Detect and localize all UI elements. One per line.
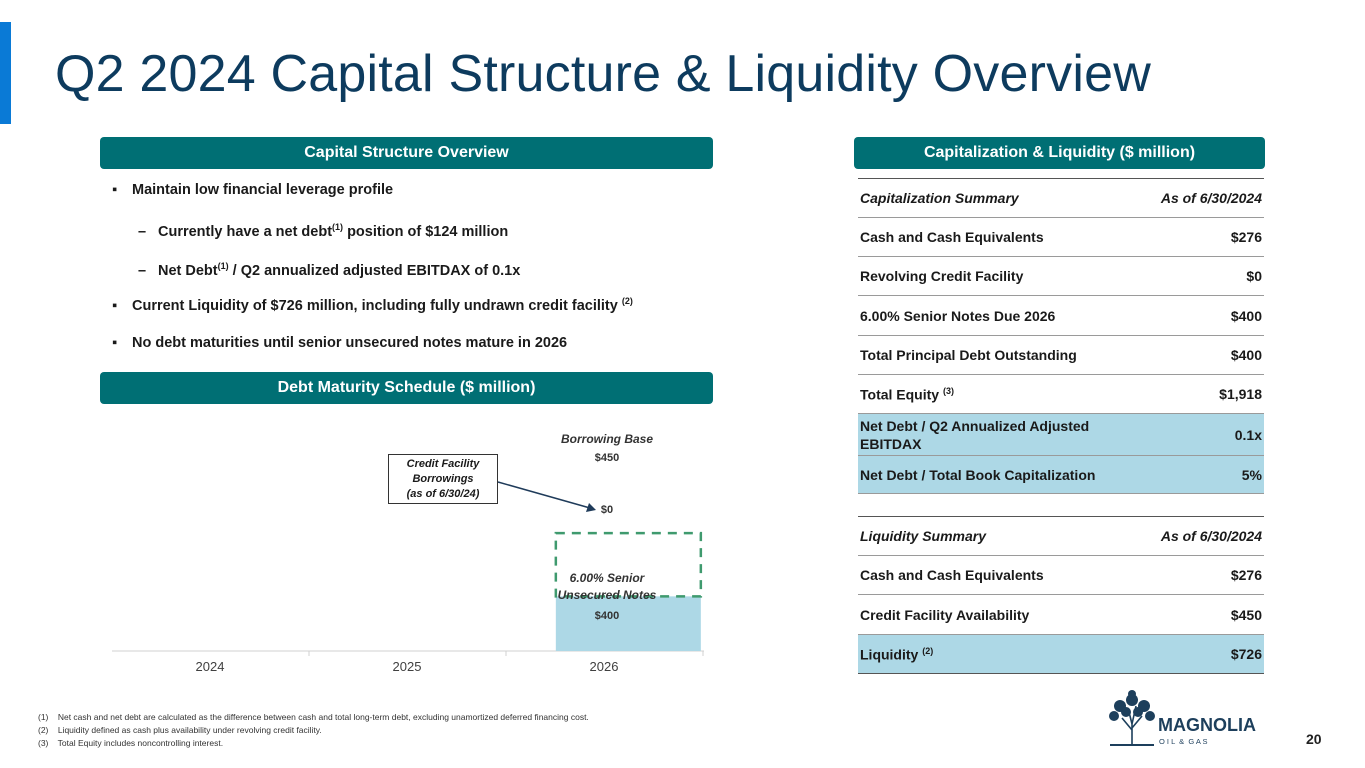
borrowing-base-label: Borrowing Base: [560, 432, 653, 446]
borrowing-base-value: $450: [594, 452, 620, 464]
debt-maturity-chart: [112, 412, 704, 682]
page-number: 20: [1306, 731, 1322, 747]
credit-facility-value: $0: [600, 504, 614, 516]
capital-structure-banner: Capital Structure Overview: [100, 137, 713, 169]
senior-notes-value: $400: [594, 610, 620, 622]
table-row-highlight: Net Debt / Q2 Annualized Adjusted EBITDAX 0.1x: [858, 414, 1264, 456]
table-row: 6.00% Senior Notes Due 2026 $400: [858, 296, 1264, 336]
page-title: Q2 2024 Capital Structure & Liquidity Overview: [55, 45, 1151, 103]
magnolia-logo: [1102, 690, 1272, 748]
logo-wordmark: MAGNOLIA: [1158, 715, 1256, 735]
table-row: Cash and Cash Equivalents $276: [858, 218, 1264, 257]
sub-bullet-item: – Currently have a net debt$^{(1)}$ position of $124 million: [138, 222, 509, 240]
accent-bar: [0, 22, 11, 124]
debt-maturity-banner: Debt Maturity Schedule ($ million): [100, 372, 713, 404]
bullet-item: ▪ Current Liquidity of $726 million, including fully undrawn credit facility $^{(2)}$: [112, 296, 633, 314]
senior-notes-bar: [556, 596, 701, 651]
table-row-highlight: Net Debt / Total Book Capitalization 5%: [858, 456, 1264, 494]
tree-icon: [1102, 690, 1272, 748]
x-tick-label: 2026: [589, 659, 619, 674]
footnote: (1) Net cash and net debt are calculated as the difference between cash and total long-term debt, excluding unamortized deferred financing cost.: [38, 712, 589, 722]
credit-facility-callout: Credit Facility Borrowings (as of 6/30/24): [388, 454, 498, 504]
table-row: Total Principal Debt Outstanding $400: [858, 336, 1264, 375]
table-row: Credit Facility Availability $450: [858, 595, 1264, 635]
table-row: Total Equity $^{(3)}$ $1,918: [858, 375, 1264, 414]
logo-subtitle: O I L & G A S: [1159, 737, 1208, 746]
table-row-highlight: Liquidity $^{(2)}$ $726: [858, 635, 1264, 674]
liquidity-header-row: Liquidity Summary As of 6/30/2024: [858, 516, 1264, 556]
footnotes: [38, 711, 589, 750]
capitalization-header-row: Capitalization Summary As of 6/30/2024: [858, 178, 1264, 218]
bullet-item: ▪ Maintain low financial leverage profile: [112, 182, 394, 198]
sub-bullet-item: – Net Debt$^{(1)}$ / Q2 annualized adjusted EBITDAX of 0.1x: [138, 261, 521, 279]
x-tick-label: 2025: [392, 659, 422, 674]
bullet-item: ▪ No debt maturities until senior unsecured notes mature in 2026: [112, 335, 568, 351]
senior-notes-label: 6.00% Senior Unsecured Notes: [557, 571, 657, 602]
table-row: Revolving Credit Facility $0: [858, 257, 1264, 296]
cap-liquidity-banner: Capitalization & Liquidity ($ million): [854, 137, 1265, 169]
footnote: (3) Total Equity includes noncontrolling interest.: [38, 738, 224, 748]
footnote: (2) Liquidity defined as cash plus availability under revolving credit facility.: [38, 725, 322, 735]
table-row: Cash and Cash Equivalents $276: [858, 556, 1264, 595]
x-tick-label: 2024: [195, 659, 225, 674]
